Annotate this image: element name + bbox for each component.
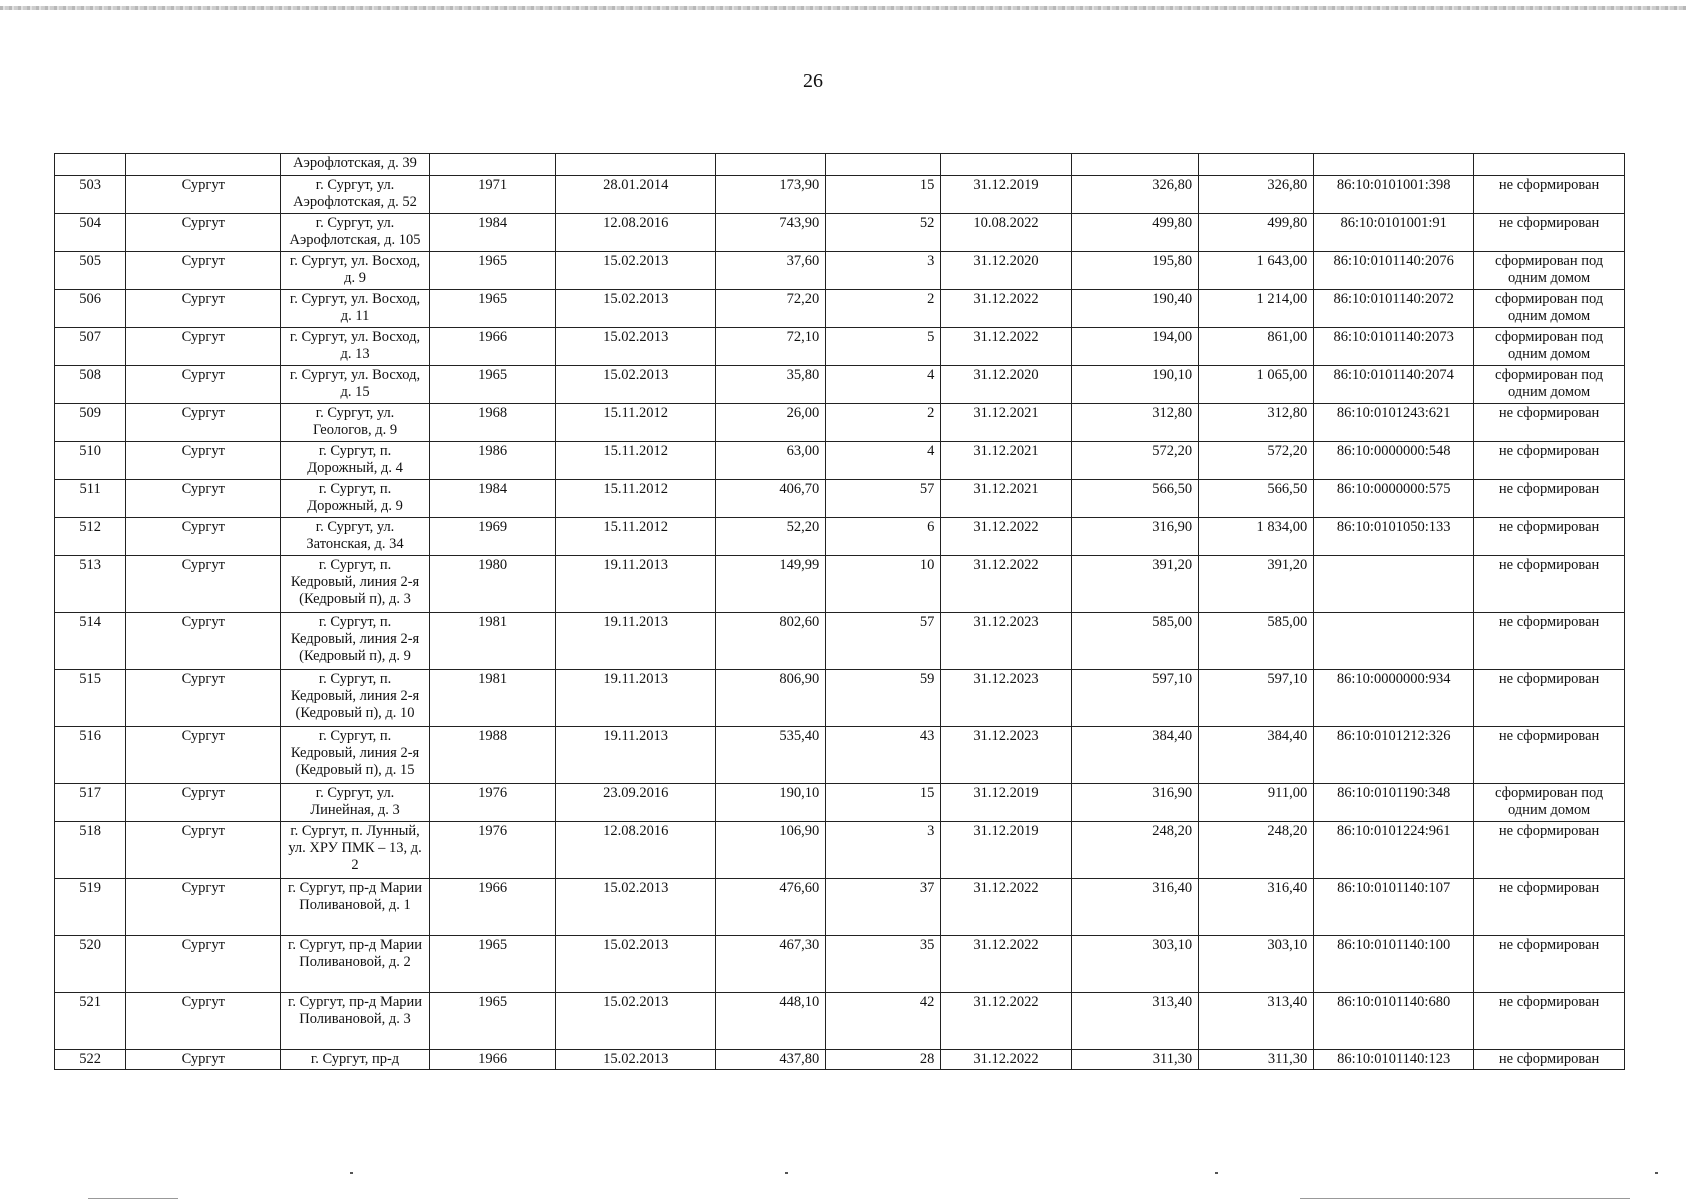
cell-status: сформирован под одним домом [1474,366,1625,404]
cell-date [556,154,716,176]
cell-number: 512 [55,518,126,556]
cell-sum-2: 248,20 [1199,822,1314,879]
cell-due-date: 31.12.2022 [941,290,1071,328]
cell-year: 1981 [429,670,555,727]
cell-sum-1: 313,40 [1071,993,1198,1050]
cell-count: 5 [826,328,941,366]
cell-year: 1965 [429,366,555,404]
table-row [55,784,1625,822]
cell-count: 3 [826,252,941,290]
cell-year: 1969 [429,518,555,556]
cell-city: Сургут [126,252,281,290]
cell-sum-2: 861,00 [1199,328,1314,366]
cell-city: Сургут [126,556,281,613]
cell-cadastral: 86:10:0000000:934 [1314,670,1474,727]
cell-city: Сургут [126,727,281,784]
cell-due-date: 31.12.2021 [941,404,1071,442]
cell-date: 15.02.2013 [556,879,716,936]
cell-cadastral: 86:10:0101190:348 [1314,784,1474,822]
cell-cadastral: 86:10:0101140:100 [1314,936,1474,993]
cell-area: 106,90 [716,822,826,879]
cell-area: 173,90 [716,176,826,214]
cell-year: 1988 [429,727,555,784]
cell-due-date: 31.12.2020 [941,366,1071,404]
cell-date: 15.11.2012 [556,442,716,480]
cell-year: 1981 [429,613,555,670]
cell-area: 190,10 [716,784,826,822]
table-row [55,670,1625,727]
cell-number: 510 [55,442,126,480]
cell-year: 1966 [429,879,555,936]
cell-year: 1976 [429,822,555,879]
cell-year: 1965 [429,936,555,993]
cell-sum-2: 391,20 [1199,556,1314,613]
cell-number: 505 [55,252,126,290]
cell-address: г. Сургут, ул. Аэрофлотская, д. 52 [281,176,430,214]
cell-address: г. Сургут, п. Кедровый, линия 2-я (Кедровый п), д. 9 [281,613,430,670]
cell-sum-1: 311,30 [1071,1050,1198,1070]
cell-date: 15.02.2013 [556,328,716,366]
cell-due-date: 31.12.2023 [941,613,1071,670]
cell-number: 503 [55,176,126,214]
cell-sum-2: 312,80 [1199,404,1314,442]
cell-year: 1976 [429,784,555,822]
cell-sum-1: 190,10 [1071,366,1198,404]
cell-year: 1968 [429,404,555,442]
cell-area: 743,90 [716,214,826,252]
cell-sum-1: 566,50 [1071,480,1198,518]
cell-count: 15 [826,176,941,214]
cell-city: Сургут [126,936,281,993]
cell-sum-1: 316,90 [1071,784,1198,822]
cell-status: не сформирован [1474,936,1625,993]
cell-area: 72,10 [716,328,826,366]
footer-scan-marks [0,1172,1686,1178]
cell-due-date: 31.12.2019 [941,176,1071,214]
cell-number: 509 [55,404,126,442]
cell-city: Сургут [126,879,281,936]
cell-cadastral [1314,154,1474,176]
cell-date: 15.02.2013 [556,366,716,404]
cell-count: 57 [826,613,941,670]
cell-sum-1: 597,10 [1071,670,1198,727]
cell-area: 35,80 [716,366,826,404]
cell-number: 515 [55,670,126,727]
cell-count: 2 [826,290,941,328]
table-row [55,290,1625,328]
cell-address: г. Сургут, пр-д Марии Поливановой, д. 3 [281,993,430,1050]
cell-number: 522 [55,1050,126,1070]
cell-count: 57 [826,480,941,518]
cell-count: 37 [826,879,941,936]
scan-edge-artifact [0,6,1686,10]
cell-count: 6 [826,518,941,556]
cell-number: 507 [55,328,126,366]
cell-sum-2: 316,40 [1199,879,1314,936]
cell-sum-1: 303,10 [1071,936,1198,993]
table-row [55,556,1625,613]
table-row [55,214,1625,252]
cell-date: 15.02.2013 [556,993,716,1050]
table-row [55,366,1625,404]
cell-area: 448,10 [716,993,826,1050]
cell-due-date: 31.12.2022 [941,936,1071,993]
cell-city: Сургут [126,442,281,480]
cell-date: 15.02.2013 [556,290,716,328]
cell-date: 15.02.2013 [556,1050,716,1070]
cell-status: не сформирован [1474,442,1625,480]
cell-date: 15.11.2012 [556,518,716,556]
cell-date: 15.11.2012 [556,404,716,442]
cell-cadastral: 86:10:0101140:123 [1314,1050,1474,1070]
table-row [55,442,1625,480]
cell-sum-2: 384,40 [1199,727,1314,784]
table-row [55,518,1625,556]
cell-status: не сформирован [1474,727,1625,784]
cell-city [126,154,281,176]
cell-due-date: 31.12.2023 [941,670,1071,727]
cell-sum-1: 572,20 [1071,442,1198,480]
cell-area: 63,00 [716,442,826,480]
cell-area: 476,60 [716,879,826,936]
cell-due-date: 10.08.2022 [941,214,1071,252]
cell-sum-2: 303,10 [1199,936,1314,993]
cell-cadastral [1314,613,1474,670]
cell-address: г. Сургут, пр-д [281,1050,430,1070]
cell-number: 508 [55,366,126,404]
cell-date: 15.11.2012 [556,480,716,518]
cell-address: г. Сургут, ул. Восход, д. 11 [281,290,430,328]
cell-sum-2: 499,80 [1199,214,1314,252]
cell-area: 406,70 [716,480,826,518]
cell-year: 1986 [429,442,555,480]
table-row [55,252,1625,290]
cell-city: Сургут [126,328,281,366]
cell-status: не сформирован [1474,480,1625,518]
cell-count: 4 [826,442,941,480]
cell-year: 1965 [429,993,555,1050]
cell-status: не сформирован [1474,613,1625,670]
cell-date: 12.08.2016 [556,214,716,252]
cell-year: 1980 [429,556,555,613]
cell-address: г. Сургут, пр-д Марии Поливановой, д. 2 [281,936,430,993]
cell-city: Сургут [126,214,281,252]
table-row [55,936,1625,993]
table-row [55,404,1625,442]
cell-city: Сургут [126,404,281,442]
cell-date: 12.08.2016 [556,822,716,879]
cell-address: г. Сургут, п. Кедровый, линия 2-я (Кедровый п), д. 15 [281,727,430,784]
cell-due-date: 31.12.2021 [941,480,1071,518]
cell-year: 1966 [429,328,555,366]
cell-cadastral: 86:10:0101001:398 [1314,176,1474,214]
cell-sum-1 [1071,154,1198,176]
cell-year: 1965 [429,290,555,328]
cell-sum-1: 316,90 [1071,518,1198,556]
cell-sum-1: 384,40 [1071,727,1198,784]
cell-date: 19.11.2013 [556,556,716,613]
cell-count: 2 [826,404,941,442]
cell-cadastral: 86:10:0101224:961 [1314,822,1474,879]
cell-sum-2 [1199,154,1314,176]
cell-date: 19.11.2013 [556,670,716,727]
table-row [55,176,1625,214]
cell-area: 535,40 [716,727,826,784]
cell-address: г. Сургут, пр-д Марии Поливановой, д. 1 [281,879,430,936]
cell-sum-1: 195,80 [1071,252,1198,290]
cell-cadastral: 86:10:0101243:621 [1314,404,1474,442]
cell-count: 4 [826,366,941,404]
cell-due-date: 31.12.2019 [941,822,1071,879]
cell-address: г. Сургут, п. Лунный, ул. ХРУ ПМК – 13, д. 2 [281,822,430,879]
cell-area: 37,60 [716,252,826,290]
cell-sum-2: 1 834,00 [1199,518,1314,556]
cell-city: Сургут [126,366,281,404]
cell-sum-2: 313,40 [1199,993,1314,1050]
cell-date: 28.01.2014 [556,176,716,214]
cell-area [716,154,826,176]
cell-status: сформирован под одним домом [1474,328,1625,366]
cell-status: сформирован под одним домом [1474,784,1625,822]
table-row [55,727,1625,784]
bottom-edge-line-left [88,1198,178,1199]
cell-cadastral: 86:10:0101140:2073 [1314,328,1474,366]
cell-city: Сургут [126,480,281,518]
cell-number: 517 [55,784,126,822]
cell-due-date: 31.12.2022 [941,993,1071,1050]
cell-year: 1966 [429,1050,555,1070]
cell-city: Сургут [126,670,281,727]
cell-due-date: 31.12.2022 [941,556,1071,613]
cell-sum-2: 311,30 [1199,1050,1314,1070]
table-row-continuation [55,154,1625,176]
cell-area: 52,20 [716,518,826,556]
table-row [55,822,1625,879]
cell-due-date: 31.12.2022 [941,518,1071,556]
cell-address: г. Сургут, ул. Линейная, д. 3 [281,784,430,822]
cell-number: 506 [55,290,126,328]
cell-date: 23.09.2016 [556,784,716,822]
cell-count: 15 [826,784,941,822]
cell-number: 511 [55,480,126,518]
cell-status: не сформирован [1474,404,1625,442]
cell-due-date: 31.12.2022 [941,328,1071,366]
cell-number: 518 [55,822,126,879]
cell-cadastral: 86:10:0101212:326 [1314,727,1474,784]
cell-city: Сургут [126,784,281,822]
cell-sum-2: 1 643,00 [1199,252,1314,290]
cell-area: 26,00 [716,404,826,442]
cell-number: 513 [55,556,126,613]
cell-city: Сургут [126,822,281,879]
cell-status: не сформирован [1474,879,1625,936]
cell-status: не сформирован [1474,518,1625,556]
cell-status: не сформирован [1474,1050,1625,1070]
cell-year: 1971 [429,176,555,214]
cell-area: 149,99 [716,556,826,613]
cell-count [826,154,941,176]
cell-city: Сургут [126,518,281,556]
cell-address: г. Сургут, п. Кедровый, линия 2-я (Кедровый п), д. 10 [281,670,430,727]
cell-sum-2: 566,50 [1199,480,1314,518]
cell-address: г. Сургут, ул. Восход, д. 9 [281,252,430,290]
cell-sum-1: 585,00 [1071,613,1198,670]
cell-sum-1: 391,20 [1071,556,1198,613]
cell-status: не сформирован [1474,176,1625,214]
cell-number: 521 [55,993,126,1050]
cell-count: 52 [826,214,941,252]
cell-sum-1: 248,20 [1071,822,1198,879]
bottom-edge-line-right [1300,1198,1630,1199]
cell-sum-2: 911,00 [1199,784,1314,822]
cell-address: г. Сургут, ул. Восход, д. 13 [281,328,430,366]
cell-cadastral: 86:10:0101140:2072 [1314,290,1474,328]
cell-status: не сформирован [1474,556,1625,613]
cell-cadastral: 86:10:0101001:91 [1314,214,1474,252]
cell-status: сформирован под одним домом [1474,252,1625,290]
cell-area: 72,20 [716,290,826,328]
cell-count: 10 [826,556,941,613]
cell-address: г. Сургут, п. Дорожный, д. 9 [281,480,430,518]
cell-status: не сформирован [1474,670,1625,727]
cell-year: 1984 [429,214,555,252]
cell-cadastral: 86:10:0101140:107 [1314,879,1474,936]
cell-number: 514 [55,613,126,670]
cell-year: 1984 [429,480,555,518]
cell-count: 43 [826,727,941,784]
cell-status: не сформирован [1474,993,1625,1050]
cell-sum-2: 572,20 [1199,442,1314,480]
table-row [55,879,1625,936]
cell-status: не сформирован [1474,822,1625,879]
cell-cadastral: 86:10:0101140:2076 [1314,252,1474,290]
cell-year: 1965 [429,252,555,290]
cell-sum-1: 194,00 [1071,328,1198,366]
cell-cadastral: 86:10:0000000:575 [1314,480,1474,518]
cell-year [429,154,555,176]
cell-number: 520 [55,936,126,993]
cell-number: 516 [55,727,126,784]
cell-area: 806,90 [716,670,826,727]
cell-sum-2: 585,00 [1199,613,1314,670]
table-row [55,480,1625,518]
cell-cadastral: 86:10:0101140:680 [1314,993,1474,1050]
cell-city: Сургут [126,1050,281,1070]
cell-date: 15.02.2013 [556,936,716,993]
cell-sum-1: 316,40 [1071,879,1198,936]
table-row [55,993,1625,1050]
cell-city: Сургут [126,993,281,1050]
cell-number: 519 [55,879,126,936]
cell-area: 467,30 [716,936,826,993]
table-row [55,1050,1625,1070]
cell-city: Сургут [126,290,281,328]
cell-sum-1: 190,40 [1071,290,1198,328]
cell-sum-1: 326,80 [1071,176,1198,214]
cell-address: г. Сургут, ул. Аэрофлотская, д. 105 [281,214,430,252]
cell-city: Сургут [126,613,281,670]
cell-cadastral: 86:10:0000000:548 [1314,442,1474,480]
cell-sum-2: 326,80 [1199,176,1314,214]
cell-sum-1: 312,80 [1071,404,1198,442]
page-number: 26 [803,70,823,92]
cell-count: 42 [826,993,941,1050]
table-row [55,328,1625,366]
cell-due-date: 31.12.2022 [941,1050,1071,1070]
cell-cadastral [1314,556,1474,613]
cell-due-date: 31.12.2023 [941,727,1071,784]
cell-due-date: 31.12.2020 [941,252,1071,290]
cell-area: 802,60 [716,613,826,670]
registry-table [54,153,1625,1070]
cell-address: Аэрофлотская, д. 39 [281,154,430,176]
cell-status: сформирован под одним домом [1474,290,1625,328]
cell-due-date: 31.12.2019 [941,784,1071,822]
cell-due-date [941,154,1071,176]
cell-city: Сургут [126,176,281,214]
cell-due-date: 31.12.2021 [941,442,1071,480]
cell-number [55,154,126,176]
cell-address: г. Сургут, п. Дорожный, д. 4 [281,442,430,480]
cell-sum-2: 597,10 [1199,670,1314,727]
cell-sum-2: 1 214,00 [1199,290,1314,328]
cell-address: г. Сургут, ул. Затонская, д. 34 [281,518,430,556]
cell-due-date: 31.12.2022 [941,879,1071,936]
cell-address: г. Сургут, ул. Восход, д. 15 [281,366,430,404]
cell-date: 15.02.2013 [556,252,716,290]
cell-count: 59 [826,670,941,727]
cell-status: не сформирован [1474,214,1625,252]
cell-count: 3 [826,822,941,879]
cell-date: 19.11.2013 [556,727,716,784]
cell-cadastral: 86:10:0101140:2074 [1314,366,1474,404]
cell-number: 504 [55,214,126,252]
table-row [55,613,1625,670]
cell-status [1474,154,1625,176]
cell-address: г. Сургут, п. Кедровый, линия 2-я (Кедровый п), д. 3 [281,556,430,613]
cell-date: 19.11.2013 [556,613,716,670]
cell-sum-1: 499,80 [1071,214,1198,252]
cell-count: 28 [826,1050,941,1070]
cell-address: г. Сургут, ул. Геологов, д. 9 [281,404,430,442]
cell-area: 437,80 [716,1050,826,1070]
cell-sum-2: 1 065,00 [1199,366,1314,404]
cell-cadastral: 86:10:0101050:133 [1314,518,1474,556]
cell-count: 35 [826,936,941,993]
